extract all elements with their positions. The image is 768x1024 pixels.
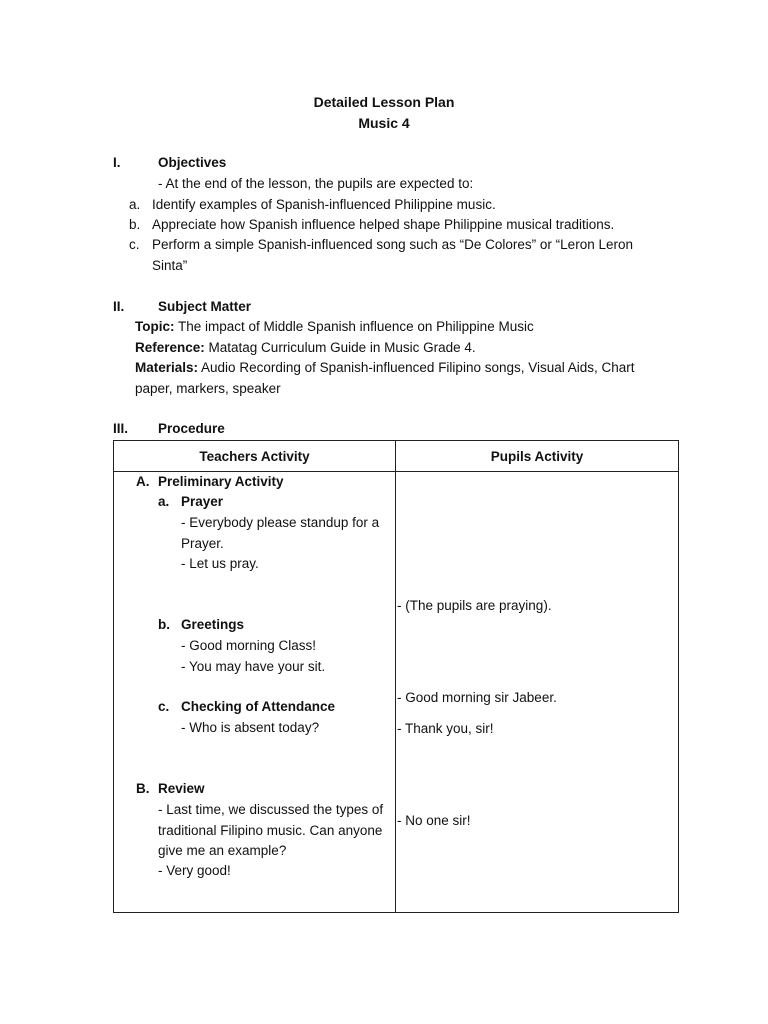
review-line: traditional Filipino music. Can anyone bbox=[158, 823, 383, 838]
review-line: - Very good! bbox=[158, 863, 231, 878]
greetings-line: - You may have your sit. bbox=[181, 659, 326, 674]
objectives-numeral: I. bbox=[113, 155, 121, 170]
subject-matter-numeral: II. bbox=[113, 299, 125, 314]
review-line: give me an example? bbox=[158, 843, 287, 858]
section-a-label: A. bbox=[136, 474, 150, 489]
pupils-response: - Good morning sir Jabeer. bbox=[397, 690, 557, 705]
objective-letter: c. bbox=[129, 237, 140, 252]
table-header-row bbox=[114, 441, 679, 472]
prayer-instruction: - Everybody please standup for a bbox=[181, 515, 380, 530]
section-a-heading: Preliminary Activity bbox=[158, 474, 284, 489]
greetings-heading: Greetings bbox=[181, 617, 245, 632]
prayer-instruction: - Let us pray. bbox=[181, 556, 259, 571]
materials-label: Materials: bbox=[135, 360, 199, 375]
objective-item: Perform a simple Spanish-influenced song such as “De Colores” or “Leron Leron bbox=[152, 237, 633, 252]
objective-letter: b. bbox=[129, 217, 141, 232]
teachers-activity-header: Teachers Activity bbox=[114, 441, 396, 472]
procedure-table bbox=[113, 440, 679, 913]
objective-letter: a. bbox=[129, 197, 141, 212]
materials-continued: paper, markers, speaker bbox=[135, 381, 281, 396]
attendance-letter: c. bbox=[158, 699, 170, 714]
prayer-letter: a. bbox=[158, 494, 170, 509]
objectives-heading: Objectives bbox=[158, 155, 227, 170]
objectives-intro: - At the end of the lesson, the pupils are expected to: bbox=[158, 176, 474, 191]
materials-value: Audio Recording of Spanish-influenced Filipino songs, Visual Aids, Chart bbox=[198, 360, 635, 375]
subject-matter-heading: Subject Matter bbox=[158, 299, 252, 314]
topic-line bbox=[135, 319, 534, 334]
section-b-label: B. bbox=[136, 781, 150, 796]
reference-line bbox=[135, 340, 476, 355]
teachers-activity-cell bbox=[114, 472, 396, 913]
objective-item: Appreciate how Spanish influence helped shape Philippine musical traditions. bbox=[152, 217, 615, 232]
prayer-heading: Prayer bbox=[181, 494, 224, 509]
pupils-response: - Thank you, sir! bbox=[397, 721, 494, 736]
review-line: - Last time, we discussed the types of bbox=[158, 802, 384, 817]
pupils-activity-cell bbox=[396, 472, 679, 913]
greetings-line: - Good morning Class! bbox=[181, 638, 317, 653]
attendance-heading: Checking of Attendance bbox=[181, 699, 336, 714]
pupils-response: - No one sir! bbox=[397, 813, 471, 828]
pupils-activity-header: Pupils Activity bbox=[396, 441, 679, 472]
greetings-letter: b. bbox=[158, 617, 170, 632]
document-subtitle: Music 4 bbox=[358, 115, 410, 131]
prayer-instruction-continued: Prayer. bbox=[181, 536, 224, 551]
reference-value: Matatag Curriculum Guide in Music Grade 4. bbox=[204, 340, 476, 355]
attendance-question: - Who is absent today? bbox=[181, 720, 320, 735]
pupils-response: - (The pupils are praying). bbox=[397, 598, 552, 613]
document-title: Detailed Lesson Plan bbox=[313, 94, 455, 110]
procedure-numeral: III. bbox=[113, 421, 129, 436]
materials-line bbox=[135, 360, 635, 375]
table-row bbox=[114, 472, 679, 913]
objective-item: Identify examples of Spanish-influenced Philippine music. bbox=[152, 197, 496, 212]
reference-label: Reference: bbox=[135, 340, 205, 355]
objective-item-continued: Sinta” bbox=[152, 258, 188, 273]
topic-value: The impact of Middle Spanish influence on Philippine Music bbox=[174, 319, 534, 334]
procedure-heading: Procedure bbox=[158, 421, 225, 436]
topic-label: Topic: bbox=[135, 319, 175, 334]
review-heading: Review bbox=[158, 781, 205, 796]
